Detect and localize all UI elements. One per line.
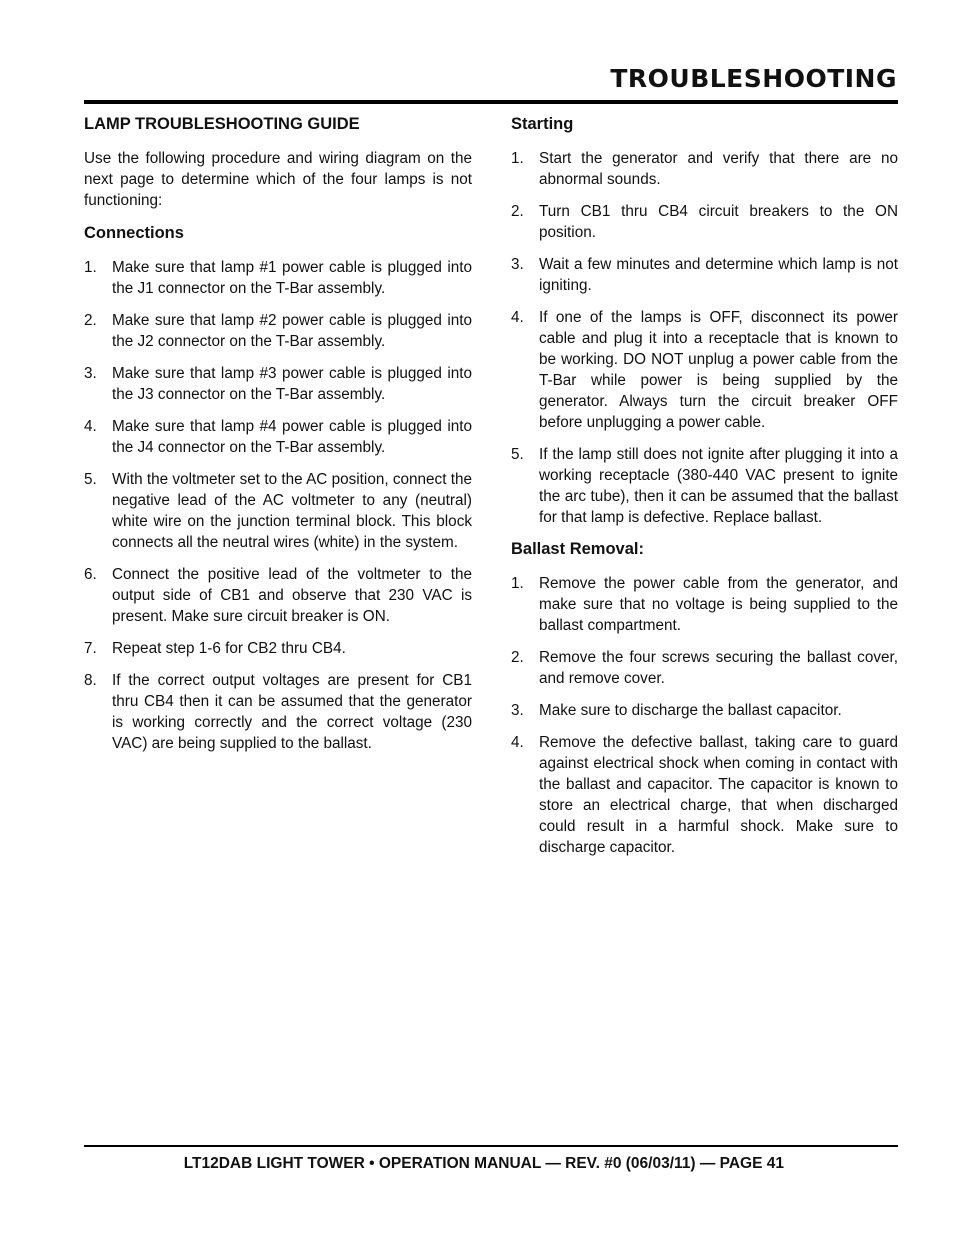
connections-list bbox=[84, 257, 472, 754]
list-number: 4. bbox=[84, 418, 97, 435]
ballast-list bbox=[511, 573, 898, 858]
list-item bbox=[84, 564, 472, 627]
list-item-text: Remove the power cable from the generator, and make sure that no voltage is being supplied to the ballast compartment. bbox=[539, 575, 898, 634]
list-number: 1. bbox=[511, 575, 524, 592]
left-column bbox=[84, 114, 472, 765]
list-item bbox=[84, 638, 472, 659]
guide-heading: LAMP TROUBLESHOOTING GUIDE bbox=[84, 115, 360, 133]
list-number: 3. bbox=[511, 256, 524, 273]
list-item-text: Start the generator and verify that there are no abnormal sounds. bbox=[539, 150, 898, 188]
footer-rule bbox=[84, 1145, 898, 1147]
page-footer: LT12DAB LIGHT TOWER • OPERATION MANUAL — REV. #0 (06/03/11) — PAGE 41 bbox=[183, 1155, 784, 1172]
list-item bbox=[511, 573, 898, 636]
list-item-text: If the correct output voltages are present for CB1 thru CB4 then it can be assumed that the generator is working correctly and the correct voltage (230 VAC) are being supplied to the ballast. bbox=[112, 672, 472, 752]
list-item bbox=[511, 444, 898, 528]
list-item bbox=[84, 416, 472, 458]
list-number: 7. bbox=[84, 640, 97, 657]
intro-paragraph: Use the following procedure and wiring diagram on the next page to determine which of the four lamps is not functioning: bbox=[84, 150, 472, 209]
list-number: 3. bbox=[511, 702, 524, 719]
list-item-text: Make sure that lamp #1 power cable is plugged into the J1 connector on the T-Bar assembly. bbox=[112, 259, 472, 297]
list-number: 5. bbox=[511, 446, 524, 463]
list-item-text: Make sure that lamp #3 power cable is plugged into the J3 connector on the T-Bar assembly. bbox=[112, 365, 472, 403]
list-item-text: Connect the positive lead of the voltmeter to the output side of CB1 and observe that 230 VAC is present. Make sure circuit breaker is ON. bbox=[112, 566, 472, 625]
list-item bbox=[511, 700, 898, 721]
list-number: 1. bbox=[511, 150, 524, 167]
list-item-text: Wait a few minutes and determine which lamp is not igniting. bbox=[539, 256, 898, 294]
list-item-text: Make sure that lamp #4 power cable is plugged into the J4 connector on the T-Bar assembly. bbox=[112, 418, 472, 456]
list-number: 2. bbox=[511, 203, 524, 220]
ballast-removal-heading: Ballast Removal: bbox=[511, 540, 644, 558]
list-number: 8. bbox=[84, 672, 97, 689]
list-number: 2. bbox=[511, 649, 524, 666]
list-item bbox=[84, 310, 472, 352]
list-item-text: Repeat step 1-6 for CB2 thru CB4. bbox=[112, 640, 346, 657]
list-item bbox=[511, 307, 898, 433]
title-rule bbox=[84, 100, 898, 104]
list-item-text: Remove the defective ballast, taking care to guard against electrical shock when coming in contact with the ballast and capacitor. The capacitor is known to store an electrical charge, that when discharged could result in a harmful shock. Make sure to discharge capacitor. bbox=[539, 734, 898, 856]
list-number: 2. bbox=[84, 312, 97, 329]
list-item-text: Make sure to discharge the ballast capacitor. bbox=[539, 702, 842, 719]
list-item bbox=[84, 363, 472, 405]
list-number: 4. bbox=[511, 309, 524, 326]
list-item-text: If one of the lamps is OFF, disconnect its power cable and plug it into a receptacle that is known to be working. DO NOT unplug a power cable from the T-Bar while power is being supplied by the generator. Always turn the circuit breaker OFF before unplugging a power cable. bbox=[539, 309, 898, 431]
starting-list bbox=[511, 148, 898, 528]
starting-heading: Starting bbox=[511, 115, 574, 133]
list-item bbox=[511, 732, 898, 858]
list-number: 1. bbox=[84, 259, 97, 276]
list-number: 4. bbox=[511, 734, 524, 751]
list-item bbox=[511, 254, 898, 296]
list-item-text: Remove the four screws securing the ballast cover, and remove cover. bbox=[539, 649, 898, 687]
list-number: 5. bbox=[84, 471, 97, 488]
list-item bbox=[84, 670, 472, 754]
connections-heading: Connections bbox=[84, 224, 184, 242]
list-item bbox=[511, 201, 898, 243]
list-item bbox=[84, 469, 472, 553]
list-item bbox=[84, 257, 472, 299]
right-column bbox=[511, 114, 898, 869]
list-number: 3. bbox=[84, 365, 97, 382]
list-item bbox=[511, 647, 898, 689]
list-item-text: If the lamp still does not ignite after plugging it into a working receptacle (380-440 VAC present to ignite the arc tube), then it can be assumed that the ballast for that lamp is defective. Replace ballast. bbox=[539, 446, 898, 526]
list-item-text: With the voltmeter set to the AC position, connect the negative lead of the AC voltmeter to any (neutral) white wire on the junction terminal block. This block connects all the neutral wires (white) in the system. bbox=[112, 471, 472, 551]
list-item bbox=[511, 148, 898, 190]
list-item-text: Turn CB1 thru CB4 circuit breakers to the ON position. bbox=[539, 203, 898, 241]
page-title: TROUBLESHOOTING bbox=[610, 64, 897, 93]
list-item-text: Make sure that lamp #2 power cable is plugged into the J2 connector on the T-Bar assembly. bbox=[112, 312, 472, 350]
list-number: 6. bbox=[84, 566, 97, 583]
